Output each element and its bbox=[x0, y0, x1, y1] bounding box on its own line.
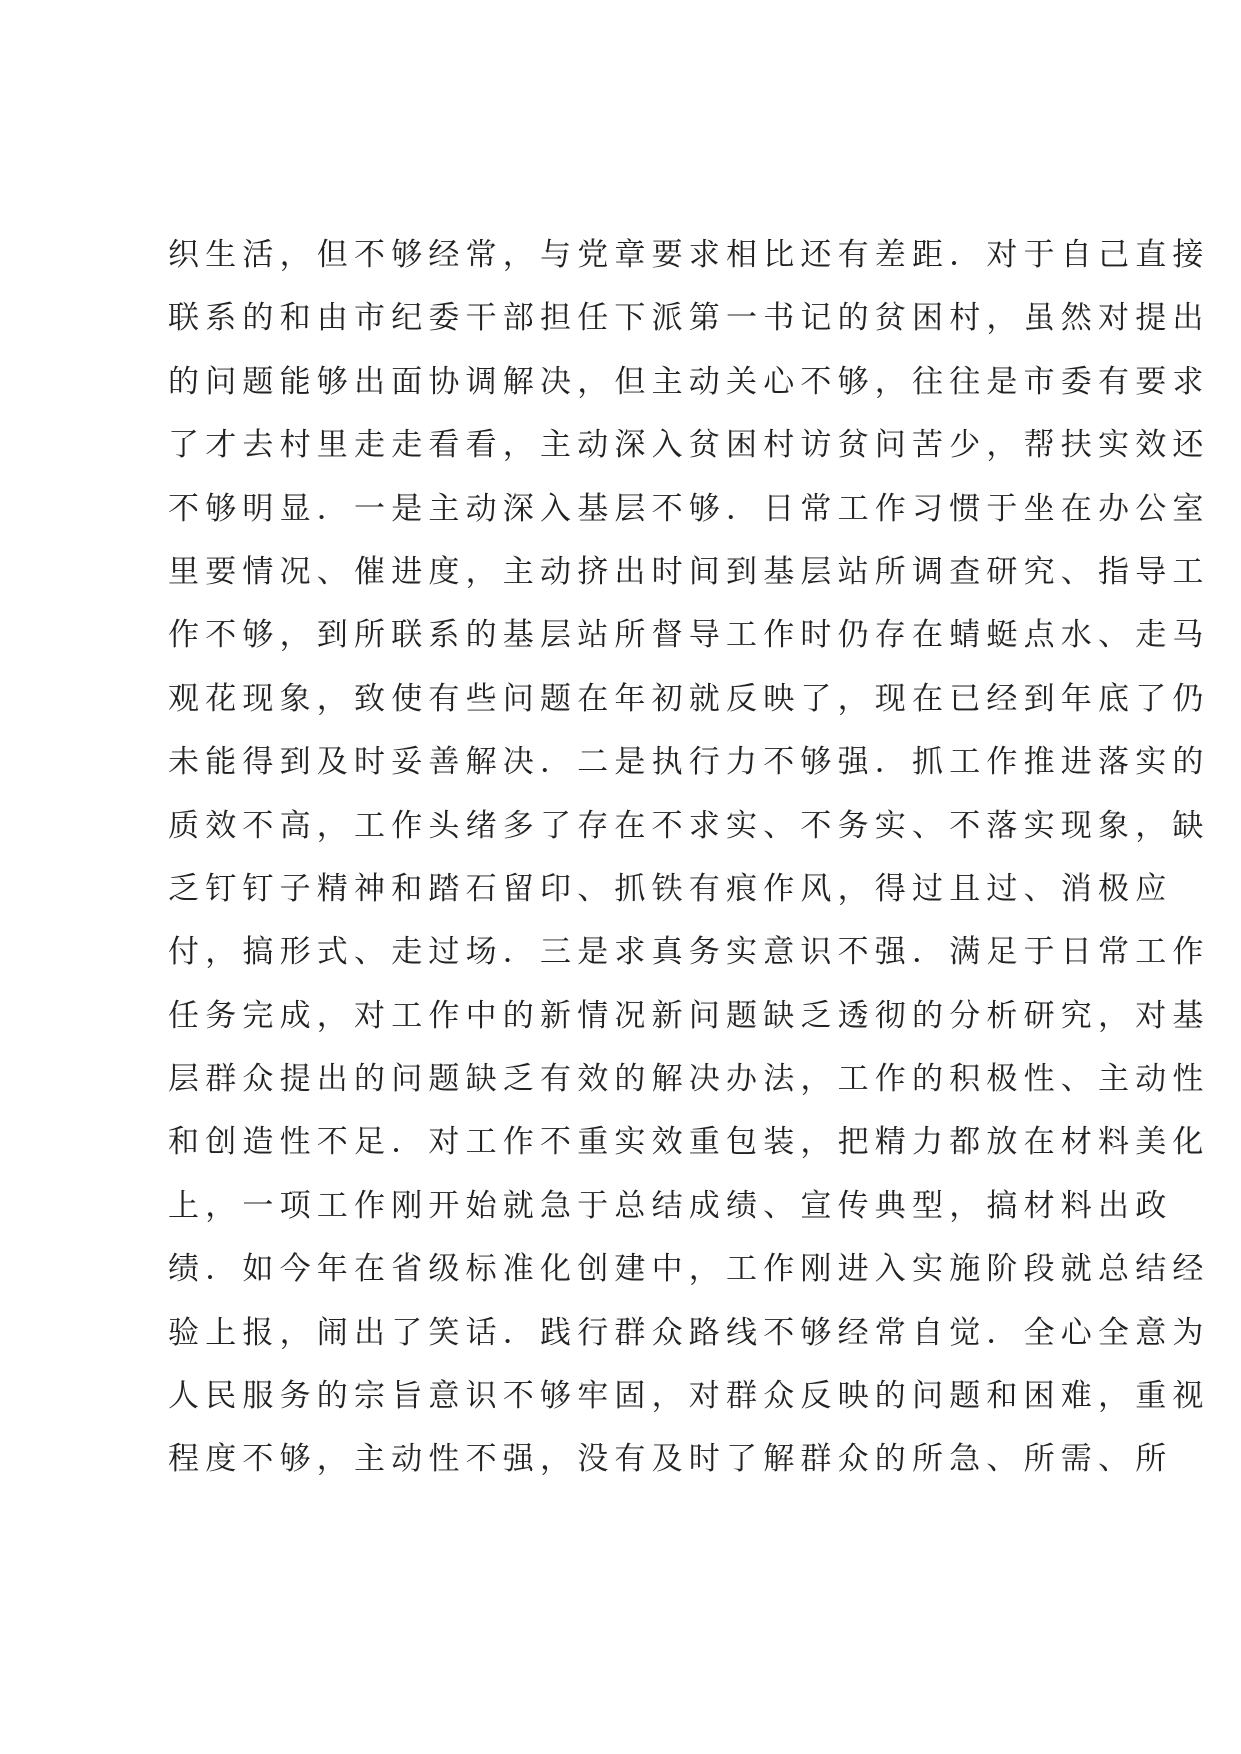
text-line-19: 人民服务的宗旨意识不够牢固，对群众反映的问题和困难，重视 bbox=[168, 1378, 1210, 1415]
text-line-11: 乏钉钉子精神和踏石留印、抓铁有痕作风，得过且过、消极应 bbox=[168, 870, 1173, 907]
text-line-3: 的问题能够出面协调解决，但主动关心不够，往往是市委有要求 bbox=[168, 363, 1210, 400]
text-line-5: 不够明显．一是主动深入基层不够．日常工作习惯于坐在办公室 bbox=[168, 490, 1210, 527]
text-line-20: 程度不够，主动性不强，没有及时了解群众的所急、所需、所 bbox=[168, 1441, 1173, 1478]
text-line-8: 观花现象，致使有些问题在年初就反映了，现在已经到年底了仍 bbox=[168, 680, 1210, 717]
text-line-12: 付，搞形式、走过场．三是求真务实意识不强．满足于日常工作 bbox=[168, 934, 1210, 971]
text-line-17: 绩．如今年在省级标准化创建中，工作刚进入实施阶段就总结经 bbox=[168, 1251, 1210, 1288]
text-line-15: 和创造性不足．对工作不重实效重包装，把精力都放在材料美化 bbox=[168, 1124, 1210, 1161]
text-line-2: 联系的和由市纪委干部担任下派第一书记的贫困村，虽然对提出 bbox=[168, 300, 1210, 337]
text-line-13: 任务完成，对工作中的新情况新问题缺乏透彻的分析研究，对基 bbox=[168, 997, 1210, 1034]
text-line-18: 验上报，闹出了笑话．践行群众路线不够经常自觉．全心全意为 bbox=[168, 1314, 1210, 1351]
text-line-7: 作不够，到所联系的基层站所督导工作时仍存在蜻蜓点水、走马 bbox=[168, 617, 1210, 654]
text-line-16: 上，一项工作刚开始就急于总结成绩、宣传典型，搞材料出政 bbox=[168, 1187, 1173, 1224]
text-line-6: 里要情况、催进度，主动挤出时间到基层站所调查研究、指导工 bbox=[168, 553, 1210, 590]
text-line-4: 了才去村里走走看看，主动深入贫困村访贫问苦少，帮扶实效还 bbox=[168, 427, 1210, 464]
text-line-9: 未能得到及时妥善解决．二是执行力不够强．抓工作推进落实的 bbox=[168, 744, 1210, 781]
text-line-1: 织生活，但不够经常，与党章要求相比还有差距．对于自己直接 bbox=[168, 237, 1210, 273]
body-text bbox=[168, 224, 1210, 1492]
text-line-14: 层群众提出的问题缺乏有效的解决办法，工作的积极性、主动性 bbox=[168, 1061, 1210, 1098]
text-line-10: 质效不高，工作头绪多了存在不求实、不务实、不落实现象，缺 bbox=[168, 807, 1210, 844]
